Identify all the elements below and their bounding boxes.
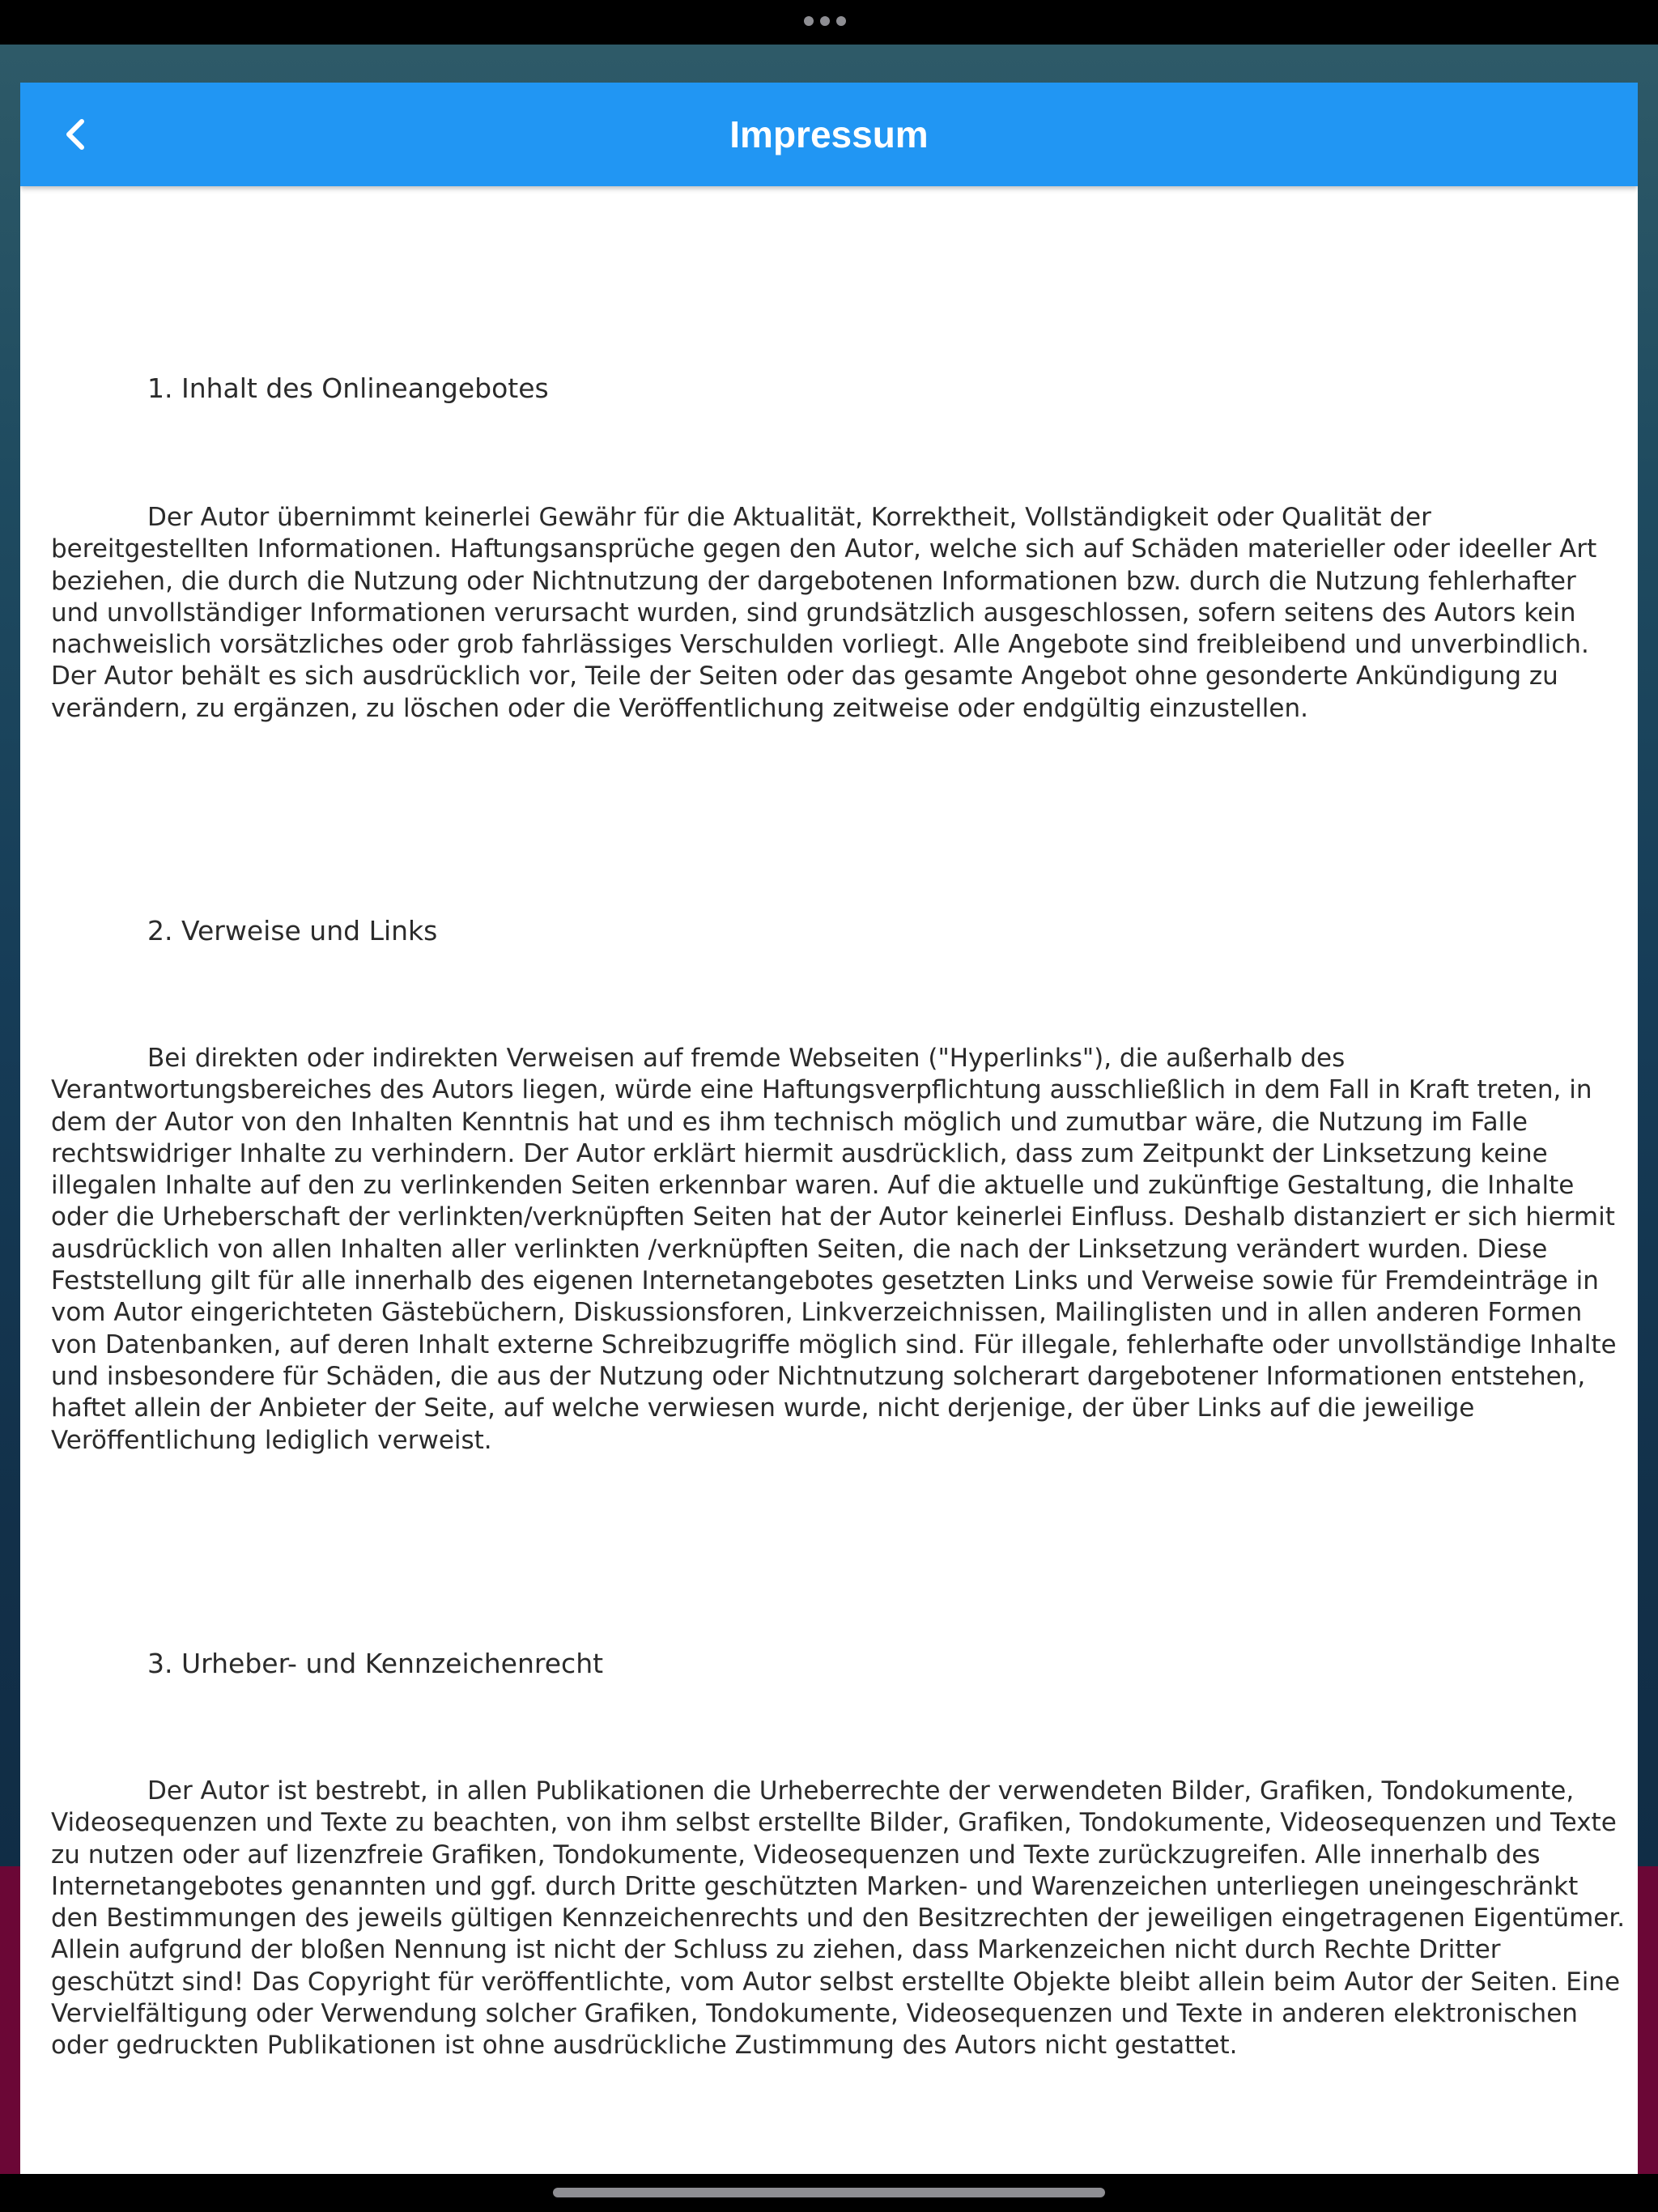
multitasking-handle[interactable] [804, 16, 846, 26]
dot [820, 16, 830, 26]
section-heading: 1. Inhalt des Onlineangebotes [147, 372, 549, 404]
section-paragraph: Bei direkten oder indirekten Verweisen auf fremde Webseiten ("Hyperlinks"), die außerhalb des Verantwortungsbereiches des Autors liegen, würde eine Haftungsverpflichtung ausschließlich in dem Fall in Kraft treten, in dem der Autor von den Inhalten Kenntnis hat und es ihm technisch möglich und zumutbar wäre, die Nutzung im Falle rechtswidriger Inhalte zu verhindern. Der Autor erklärt hiermit ausdrücklich, dass zum Zeitpunkt der Linksetzung keine illegalen Inhalte auf den zu verlinkenden Seiten erkennbar waren. Auf die aktuelle und zukünftige Gestaltung, die Inhalte oder die Urheberschaft der verlinkten/verknüpften Seiten hat der Autor keinerlei Einfluss. Deshalb distanziert er sich hiermit ausdrücklich von allen Inhalten aller verlinkten /verknüpften Seiten, die nach der Linksetzung verändert wurden. Diese Feststellung gilt für alle innerhalb des eigenen Internetangebotes gesetzten Links und Verweise sowie für Fremdeinträge in vom Autor eingerichteten Gästebüchern, Diskussionsforen, Linkverzeichnissen, Mailinglisten und in allen anderen Formen von Datenbanken, auf deren Inhalt externe Schreibzugriffe möglich sind. Für illegale, fehlerhafte oder unvollständige Inhalte und insbesondere für Schäden, die aus der Nutzung oder Nichtnutzung solcherart dargebotener Informationen entstehen, haftet allein der Anbieter der Seite, auf welche verwiesen wurde, nicht derjenige, der über Links auf die jeweilige Veröffentlichung lediglich verweist. [51, 1044, 1617, 1455]
section-paragraph: Der Autor übernimmt keinerlei Gewähr für die Aktualität, Korrektheit, Vollständigkeit oder Qualität der bereitgestellten Informationen. Haftungsansprüche gegen den Autor, welche sich auf Schäden materieller oder ideeller Art beziehen, die durch die Nutzung oder Nichtnutzung der dargebotenen Informationen bzw. durch die Nutzung fehlerhafter und unvollständiger Informationen verursacht wurden, sind grundsätzlich ausgeschlossen, sofern seitens des Autors kein nachweislich vorsätzliches oder grob fahrlässiges Verschulden vorliegt. Alle Angebote sind freibleibend und unverbindlich. Der Autor behält es sich ausdrücklich vor, Teile der Seiten oder das gesamte Angebot ohne gesonderte Ankündigung zu verändern, zu ergänzen, zu löschen oder die Veröffentlichung zeitweise oder endgültig einzustellen. [51, 503, 1597, 723]
section-heading: 2. Verweise und Links [147, 915, 438, 946]
section-heading: 3. Urheber- und Kennzeichenrecht [147, 1648, 604, 1679]
section-paragraph: Der Autor ist bestrebt, in allen Publikationen die Urheberrechte der verwendeten Bilder, Grafiken, Tondokumente, Videosequenzen und Texte zu beachten, von ihm selbst erstellte Bilder, Grafiken, Tondokumente, Videosequenzen und Texte zu nutzen oder auf lizenzfreie Grafiken, Tondokumente, Videosequenzen und Texte zurückzugreifen. Alle innerhalb des Internetangebotes genannten und ggf. durch Dritte geschützten Marken- und Warenzeichen unterliegen uneingeschränkt den Bestimmungen des jeweils gültigen Kennzeichenrechts und den Besitzrechten der jeweiligen eingetragenen Eigentümer. Allein aufgrund der bloßen Nennung ist nicht der Schluss zu ziehen, dass Markenzeichen nicht durch Rechte Dritter geschützt sind! Das Copyright für veröffentlichte, vom Autor selbst erstellte Objekte bleibt allein beim Autor der Seiten. Eine Vervielfältigung oder Verwendung solcher Grafiken, Tondokumente, Videosequenzen und Texte in anderen elektronischen oder gedruckten Publikationen ist ohne ausdrückliche Zustimmung des Autors nicht gestattet. [51, 1776, 1626, 2061]
home-indicator[interactable] [553, 2188, 1105, 2197]
status-bar [0, 0, 1658, 45]
page-title: Impressum [729, 113, 929, 155]
modal-sheet [20, 83, 1638, 2174]
dot [804, 16, 814, 26]
app-bar [20, 83, 1638, 186]
dot [836, 16, 846, 26]
